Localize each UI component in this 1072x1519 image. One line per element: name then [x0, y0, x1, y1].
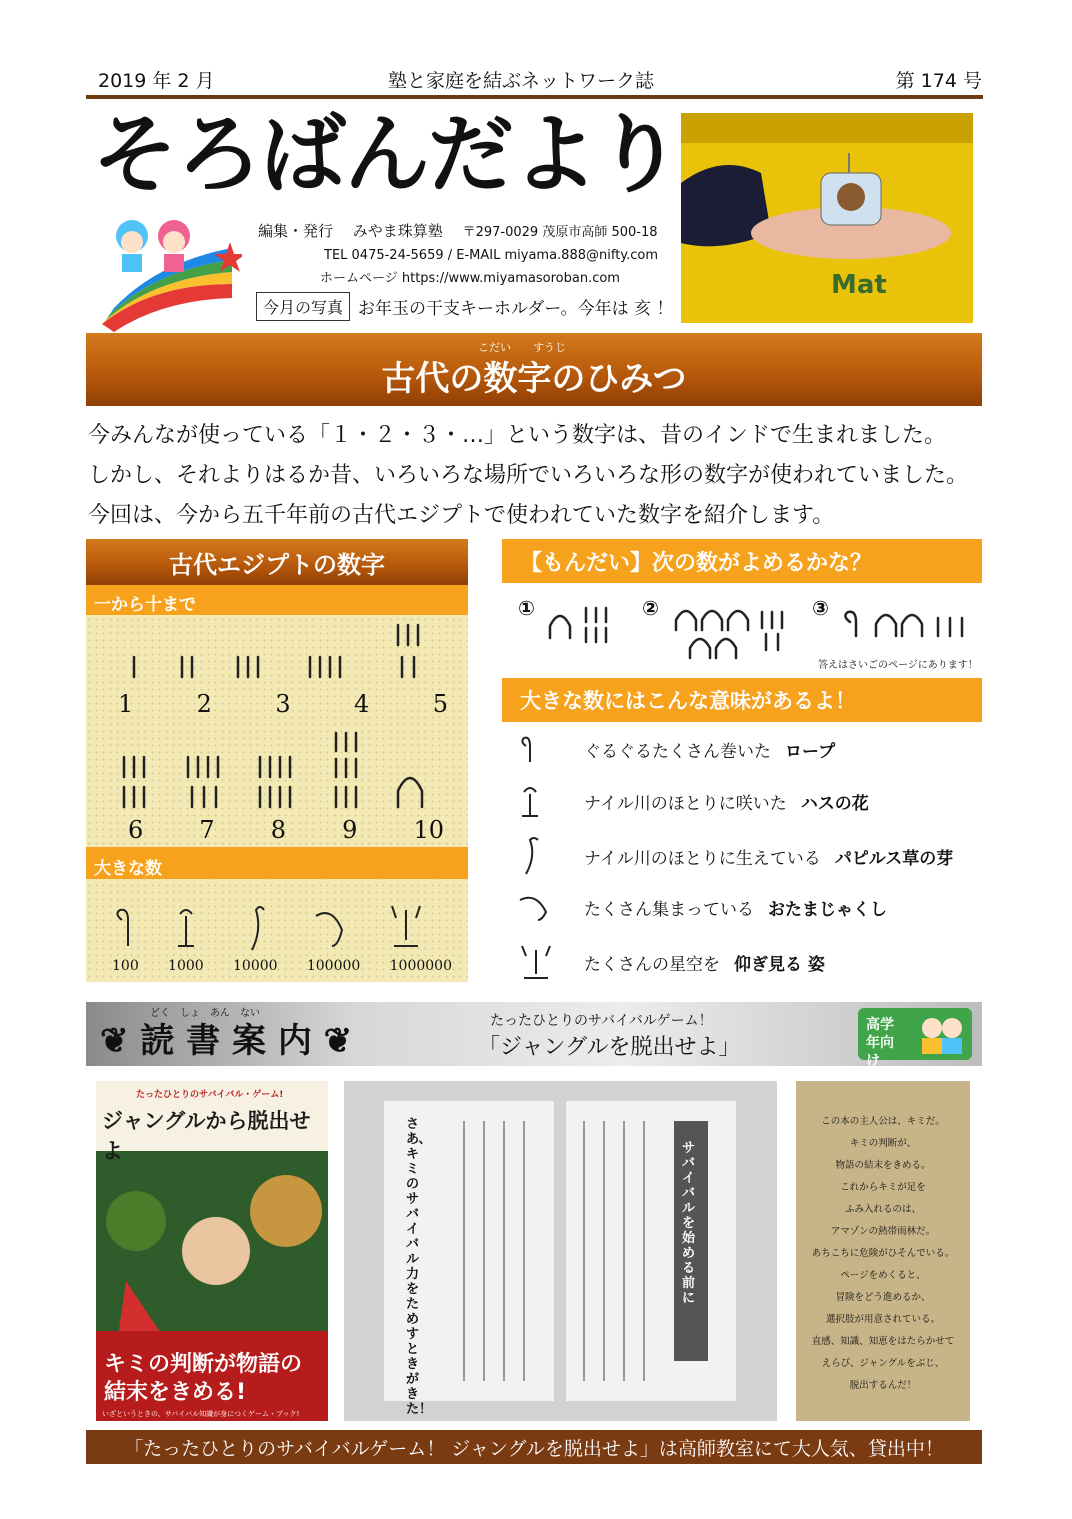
book-spread-left-heading: さあ、キミのサバイバル力をためすときがきた！	[406, 1117, 433, 1417]
banner-ruby: こだい すうじ	[478, 341, 566, 354]
book-open-spread	[344, 1081, 777, 1421]
book-promo: キミの判断が物語の結末をきめる!	[104, 1352, 303, 1405]
figure-icon	[518, 944, 554, 980]
intro-line-3: 今回は、今から五千年前の古代エジプトで使われていた数字を紹介します。	[88, 503, 835, 528]
tadpole-icon	[518, 892, 554, 922]
meanings-heading: 大きな数にはこんな意味があるよ！	[502, 678, 982, 722]
book-cover-title: ジャングルから脱出せよ	[102, 1109, 311, 1163]
photo-caption-label: 今月の写真	[256, 292, 350, 321]
photo-caption	[256, 292, 673, 321]
numeral-label: 1	[118, 690, 134, 718]
answer-note: 答えはさいごのページにあります！	[818, 660, 978, 671]
keychain-text: Mat	[831, 270, 887, 300]
rope-icon	[518, 734, 554, 764]
issue-tagline: 塾と家庭を結ぶネットワーク誌	[388, 70, 655, 92]
tadpole-icon	[316, 913, 342, 946]
reading-book-title: 「ジャングルを脱出せよ」	[478, 1035, 741, 1060]
book-cover	[96, 1081, 328, 1421]
editor-homepage: ホームページ https://www.miyamasoroban.com	[320, 271, 620, 286]
egypt-big-number-labels	[112, 958, 452, 974]
meaning-row-tadpole: たくさん集まっている おたまじゃくし	[518, 892, 887, 922]
photo-caption-text: お年玉の干支キーホルダー。今年は 亥 ！	[358, 299, 674, 319]
lotus-icon	[518, 784, 554, 818]
meaning-row-papyrus: ナイル川のほとりに生えている パピルス草の芽	[518, 836, 953, 876]
editor-address: 〒297-0029 茂原市高師 500-18	[462, 225, 658, 240]
header-rule	[86, 95, 983, 99]
numeral-label: 4	[354, 690, 370, 718]
rope-icon	[117, 910, 128, 946]
egypt-numerals-1-10	[86, 615, 468, 847]
kids-illustration	[916, 1012, 968, 1056]
big-number-label: 1000000	[389, 958, 452, 974]
numeral-label: 2	[196, 690, 212, 718]
issue-number: 第 174 号	[895, 70, 982, 92]
big-number-label: 1000	[168, 958, 204, 974]
problem-label-1: ①	[518, 596, 535, 620]
numeral-label: 10	[413, 816, 444, 844]
meaning-row-rope: ぐるぐるたくさん巻いた ロープ	[518, 734, 835, 764]
reading-ruby: どく しょ あん ない	[150, 1008, 260, 1019]
big-number-label: 100	[112, 958, 139, 974]
grade-badge: 高学年向け	[858, 1008, 972, 1060]
meaning-row-lotus: ナイル川のほとりに咲いた ハスの花	[518, 784, 869, 818]
numeral-label: 8	[270, 816, 286, 844]
egypt-sub-one-to-ten: 一から十まで	[86, 585, 468, 615]
papyrus-icon	[518, 836, 554, 876]
figure-icon	[392, 906, 420, 946]
egypt-sub-big-numbers: 大きな数	[86, 847, 468, 879]
problem-label-3: ③	[812, 596, 829, 620]
editor-info	[258, 220, 658, 290]
big-number-label: 100000	[306, 958, 361, 974]
egypt-labels-row-2	[128, 816, 444, 844]
book-tagline: いざというときの、サバイバル知識が身につくゲーム・ブック!	[102, 1410, 300, 1418]
numeral-label: 7	[199, 816, 215, 844]
footer-banner: 「たったひとりのサバイバルゲーム！ ジャングルを脱出せよ」は高師教室にて大人気、貸出中！	[86, 1430, 982, 1464]
problem-heading: 【もんだい】次の数がよめるかな？	[502, 539, 982, 583]
editor-contact: TEL 0475-24-5659 / E-MAIL miyama.888@nifty.com	[324, 248, 659, 263]
issue-date: 2019 年 2 月	[98, 70, 215, 92]
photo-illustration	[681, 113, 973, 323]
reading-subtitle: たったひとりのサバイバルゲーム！	[490, 1013, 713, 1029]
lotus-icon	[178, 910, 194, 946]
numeral-label: 6	[128, 816, 144, 844]
mascot-illustration	[92, 214, 242, 332]
main-banner	[86, 333, 982, 406]
editor-label: 編集・発行	[258, 222, 334, 240]
egypt-labels-row-1	[118, 690, 448, 718]
book-series: たったひとりのサバイバル・ゲーム!	[136, 1090, 284, 1100]
numeral-label: 5	[432, 690, 448, 718]
editor-name: みやま珠算塾	[352, 222, 443, 240]
intro-line-1: 今みんなが使っている「１・２・３・…」という数字は、昔のインドで生まれました。	[88, 423, 947, 448]
book-spread-right-heading: サバイバルを始める前に	[682, 1141, 696, 1306]
egypt-big-numeral-glyphs	[86, 900, 468, 956]
egypt-heading: 古代エジプトの数字	[86, 539, 468, 585]
banner-title: 古代の数字のひみつ	[381, 359, 687, 399]
numeral-label: 9	[342, 816, 358, 844]
problem-numerals	[540, 600, 980, 664]
monthly-photo	[681, 113, 973, 323]
problem-label-2: ②	[642, 596, 659, 620]
issue-header	[98, 66, 982, 94]
intro-text	[88, 416, 988, 536]
big-number-label: 10000	[233, 958, 278, 974]
numeral-label: 3	[275, 690, 291, 718]
book-scroll-page	[796, 1081, 970, 1421]
reading-guide-title: ❦ 読 書 案 内 ❦	[100, 1021, 353, 1061]
meaning-row-figure: たくさんの星空を 仰ぎ見る 姿	[518, 944, 825, 980]
papyrus-icon	[252, 907, 264, 950]
intro-line-2: しかし、それよりはるか昔、いろいろな場所でいろいろな形の数字が使われていました。	[88, 463, 969, 488]
book-scroll-text: この本の主人公は、キミだ。 キミの判断が、 物語の結末をきめる。 これからキミが足を ふみ入れるのは、 アマゾンの熱帯雨林だ。 あちこちに危険がひそんでいる。 ページをめくると、 冒険をどう進めるか、 選択肢が用意されている。 直感、知識、知恵をはたらかせて えらび、ジャングルをぶじ、 脱出するんだ！	[811, 1116, 955, 1391]
masthead-title: そろばんだより	[92, 105, 680, 205]
